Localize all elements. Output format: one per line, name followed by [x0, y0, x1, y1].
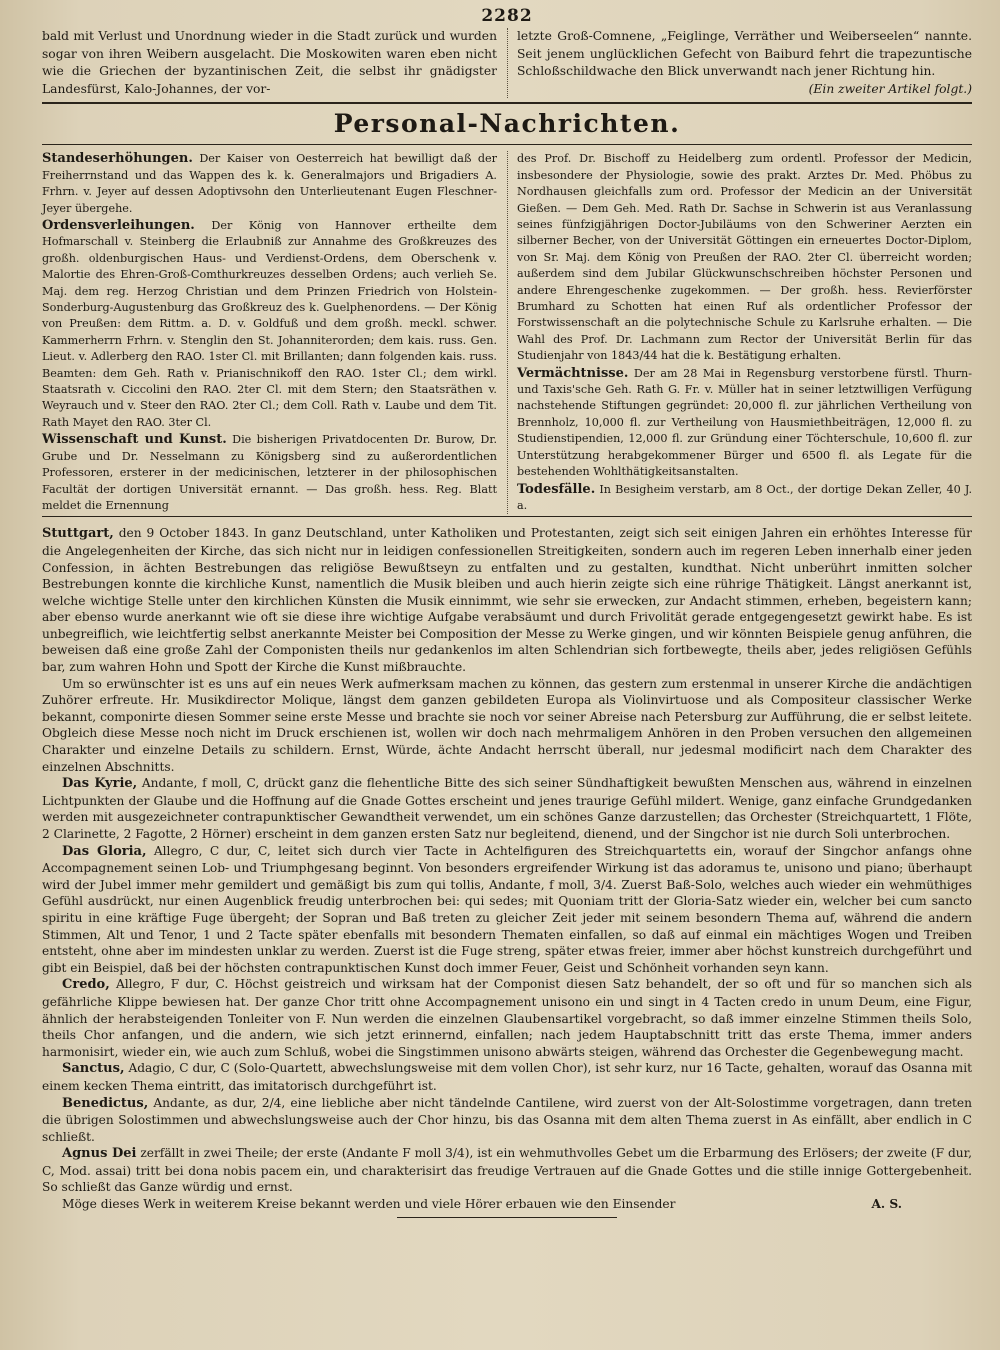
news-item — [517, 151, 972, 364]
news-item — [517, 482, 972, 515]
article-text: Andante, f moll, C, drückt ganz die flehentliche Bitte des sich seiner Sündhaftigkeit bewußten Menschen aus, während in einzelnen Lichtpunkten der Glaube und die Hoffnung auf die Gnade Gottes erscheint und jenes traurige Gefühl mildert. Wenige, ganz einfache Grundgedanken werden mit ausgezeichneter contrapunktischer Gewandtheit verwendet, um ein schönes Ganze darzustellen; das Orchester (Streichquartett, 1 Flöte, 2 Clarinette, 2 Fagotte, 2 Hörner) erscheint in dem ganzen ersten Satz nur begleitend, dienend, und der Singchor ist nie durch Soli unterbrochen. — [42, 776, 973, 841]
movement-heading: Das Gloria, — [62, 843, 147, 859]
article-paragraph — [42, 976, 972, 1060]
article-paragraph: Um so erwünschter ist es uns auf ein neues Werk aufmerksam machen zu können, das gestern zum erstenmal in unserer Kirche die andächtigen Zuhörer erfreute. Hr. Musikdirector Molique, längst dem ganzen gebildeten Europa als Violinvirtuose und als Compositeur classischer Werke bekannt, componirte diesen Sommer seine erste Messe und brachte sie noch vor seiner Abreise nach Petersburg zur Aufführung, die er selbst leitete. Obgleich diese Messe noch nicht im Druck erschienen ist, wollen wir doch nach mehrmaligem Anhören in den Proben versuchen den allgemeinen Charakter und einzelne Details zu schildern. Ernst, Würde, ächte Andacht herrscht überall, nur jedesmal modificirt nach dem Charakter des einzelnen Abschnitts. — [42, 676, 972, 774]
news-right-column — [517, 151, 972, 514]
article-rule — [42, 516, 972, 517]
article-text: Adagio, C dur, C (Solo-Quartett, abwechslungsweise mit dem vollen Chor), ist sehr kurz, nur 16 Tacte, gehalten, worauf das Osanna mit einem kecken Thema eintritt, das imitatorisch durchgeführt ist. — [42, 1061, 972, 1093]
article-paragraph — [42, 1095, 972, 1146]
signature: A. S. — [871, 1197, 902, 1212]
news-text: Die bisherigen Privatdocenten Dr. Burow, Dr. Grube und Dr. Nesselmann zu Königsberg sind zu außerordentlichen Professoren, ersterer in der medicinischen, letzterer in der philosophischen Facultät der dortigen Universität ernannt. — Das großh. hess. Reg. Blatt meldet die Ernennung — [42, 433, 497, 512]
article-paragraph — [42, 1060, 972, 1094]
news-lead: Standeserhöhungen. — [42, 151, 193, 167]
news-text: des Prof. Dr. Bischoff zu Heidelberg zum ordentl. Professor der Medicin, insbesondere der Physiologie, sowie des prakt. Arztes Dr. Med. Phöbus zu Nordhausen gleichfalls zum ord. Professor der Medicin an der Universität Gießen. — Dem Geh. Med. Rath Dr. Sachse in Schwerin ist aus Veranlassung seines fünfzigjährigen Doctor-Jubiläums von den Schweriner Aerzten ein silberner Becher, von der Universität Göttingen ein erneuertes Doctor-Diplom, von Sr. Maj. dem König von Preußen der RAO. 2ter Cl. überreicht worden; außerdem sind dem Jubilar Glückwunschschreiben höchster Personen und andere Ehrengeschenke zugekommen. — Der großh. hess. Revierförster Brumhard zu Schotten hat einen Ruf als ordentlicher Professor der Forstwissenschaft an die polytechnische Schule zu Karlsruhe erhalten. — Die Wahl des Prof. Dr. Lachmann zum Rector der Universität Berlin für das Studienjahr von 1843/44 hat die k. Bestätigung erhalten. — [517, 152, 972, 363]
page-number: 2282 — [481, 6, 533, 26]
top-right-column — [517, 28, 972, 98]
section-title-rule — [42, 144, 972, 145]
news-lead: Wissenschaft und Kunst. — [42, 432, 227, 448]
article-paragraph — [42, 525, 972, 675]
article-date: den 9 October 1843. — [118, 526, 249, 541]
article-text: zerfällt in zwei Theile; der erste (Andante F moll 3/4), ist ein wehmuthvolles Gebet um die Erbarmung des Erlösers; der zweite (F dur, C, Mod. assai) tritt bei dona nobis pacem ein, und charakterisirt das freudige Vertrauen auf die Gnade Gottes und die stille innige Gottergebenheit. So schließt das Ganze würdig und ernst. — [42, 1146, 973, 1195]
news-left-column — [42, 151, 497, 514]
article-body — [42, 525, 972, 1217]
news-item — [42, 432, 497, 514]
news-columns — [42, 151, 972, 514]
movement-heading: Das Kyrie, — [62, 776, 138, 792]
continued-note: (Ein zweiter Artikel folgt.) — [808, 81, 972, 96]
news-item — [42, 151, 497, 217]
end-rule — [397, 1217, 617, 1218]
closing-text: Möge dieses Werk in weiterem Kreise bekannt werden und viele Hörer erbauen wie den Einsender — [62, 1197, 676, 1212]
news-lead: Todesfälle. — [517, 481, 596, 497]
news-item — [42, 218, 497, 431]
top-columns — [42, 28, 972, 98]
news-text: Der Kaiser von Oesterreich hat bewilligt daß der Freiherrnstand und das Wappen des k. k. Generalmajors und Brigadiers A. Frhrn. v. Jeyer auf dessen Adoptivsohn den Unterlieutenant Eugen Fleschner-Jeyer übergehe. — [42, 152, 497, 215]
news-text: Der König von Hannover ertheilte dem Hofmarschall v. Steinberg die Erlaubniß zur Annahme des Großkreuzes des großh. oldenburgischen Haus- und Verdienst-Ordens, dem Oberschenk v. Malortie des Ehren-Groß-Comthurkreuzes desselben Ordens; auch verlieh Se. Maj. dem reg. Herzog Christian und dem Prinzen Friedrich von Holstein-Sonderburg-Augustenburg das Großkreuz des k. Guelphenordens. — Der König von Preußen: dem Rittm. a. D. v. Goldfuß und dem großh. meckl. schwer. Kammerherrn Frhrn. v. Stenglin den St. Johanniterorden; dem kais. russ. Gen. Lieut. v. Adlerberg den RAO. 1ster Cl. mit Brillanten; dann folgenden kais. russ. Beamten: dem Geh. Rath v. Prianischnikoff den RAO. 1ster Cl.; dem wirkl. Staatsrath v. Ciccolini den RAO. 2ter Cl. mit dem Stern; den Staatsräthen v. Weyrauch und v. Steer den RAO. 2ter Cl.; dem Coll. Rath v. Laube und dem Tit. Rath Mayet den RAO. 3ter Cl. — [42, 219, 497, 429]
top-left-column — [42, 28, 497, 98]
news-lead: Vermächtnisse. — [517, 365, 629, 381]
dateline: Stuttgart, — [42, 526, 114, 542]
article-text: Allegro, F dur, C. Höchst geistreich und wirksam hat der Componist diesen Satz behandelt, der so oft und für so manchen sich als gefährliche Klippe bewiesen hat. Der ganze Chor tritt ohne Accompagnement unisono ein und singt in 4 Tacten credo in unum Deum, eine Figur, ähnlich der herabsteigenden Tonleiter von F. Nun werden die einzelnen Glaubensartikel vorgebracht, so daß immer einzelne Stimmen theils Solo, theils Chor anfangen, und die andern, wie sich jetzt erinnernd, einfallen; nach jedem Hauptabschnitt tritt das erste Thema, immer anders harmonisirt, wieder ein, wie auch zum Schluß, wobei die Singstimmen unisono abwärts steigen, während das Orchester die Gegenbewegung macht. — [42, 977, 973, 1059]
column-divider — [507, 28, 508, 98]
news-item — [517, 366, 972, 481]
article-paragraph — [42, 1145, 972, 1196]
article-paragraph — [42, 775, 972, 842]
article-closing — [42, 1196, 972, 1213]
section-title: Personal-Nachrichten. — [333, 109, 681, 139]
article-text: Andante, as dur, 2/4, eine liebliche aber nicht tändelnde Cantilene, wird zuerst von der Alt-Solostimme vorgetragen, dann treten die übrigen Solostimmen und abwechslungsweise auch der Chor hinzu, bis das Osanna mit dem alten Thema zuerst in As einfällt, aber endlich in C schließt. — [42, 1095, 972, 1144]
movement-heading: Sanctus, — [62, 1061, 125, 1077]
movement-heading: Credo, — [62, 977, 110, 993]
news-text: In Besigheim verstarb, am 8 Oct., der dortige Dekan Zeller, 40 J. a. — [517, 482, 972, 512]
article-text: In ganz Deutschland, unter Katholiken und Protestanten, zeigt sich seit einigen Jahren ein erhöhtes Interesse für die Angelegenheiten der Kirche, das sich nicht nur in leidigen confessionellen Streitigkeiten, sondern auch im regeren Leben innerhalb einer jeden Confession, in ächten Bestrebungen das religiöse Bewußtseyn zu entfalten und zu gestalten, kundthat. Nicht unberührt inmitten solcher Bestrebungen konnte die kirchliche Kunst, namentlich die Musik bleiben und auch hierin zeigte sich eine rührige Thätigkeit. Längst anerkannt ist, welche wichtige Stelle unter den kirchlichen Künsten die Musik einnimmt, wie sehr sie erwecken, zur Andacht stimmen, erheben, begeistern kann; aber ebenso wurde anerkannt wie oft sie diese ihre wichtige Aufgabe verabsäumt und durch Frivolität gerade entgegengesetzt gewirkt habe. Es ist unbegreiflich, wie leichtfertig selbst anerkannte Meister bei Composition der Messe zu Werke gingen, und wir könnten Beispiele genug anführen, die beweisen daß eine große Zahl der Componisten theils nur gedankenlos im alten Schlendrian sich fortbewegte, theils aber, jedes religiösen Gefühls bar, zum wahren Hohn und Spott der Kirche die Kunst mißbrauchte. — [42, 526, 972, 675]
movement-heading: Agnus Dei — [62, 1146, 137, 1162]
top-right-text: letzte Groß-Comnene, „Feiglinge, Verräther und Weiberseelen“ nannte. Seit jenem unglücklichen Gefecht von Baiburd fehrt die trapezuntische Schloßschildwache den Blick unverwandt nach jener Richtung hin. — [517, 29, 972, 79]
news-text: Der am 28 Mai in Regensburg verstorbene fürstl. Thurn- und Taxis'sche Geh. Rath G. Fr. v. Müller hat in seiner letztwilligen Verfügung nachstehende Stiftungen gegründet: 20,000 fl. zur jährlichen Vertheilung von Brennholz, 10,000 fl. zur Vertheilung von Hausmiethbeiträgen, 12,000 fl. zu Studienstipendien, 12,000 fl. zur Gründung einer Töchterschule, 10,600 fl. zur Unterstützung herabgekommener Bürger und 6500 fl. als Legate für die bestehenden Wohlthätigkeitsanstalten. — [517, 366, 973, 479]
article-paragraph — [42, 843, 972, 977]
movement-heading: Benedictus, — [62, 1095, 149, 1111]
news-lead: Ordensverleihungen. — [42, 218, 195, 233]
column-divider — [507, 151, 508, 514]
top-left-text: bald mit Verlust und Unordnung wieder in die Stadt zurück und wurden sogar von ihren Weibern ausgelacht. Die Moskowiten waren eben nicht wie die Griechen der byzantinischen Zeit, die selbst ihr gnädigster Landesfürst, Kalo-Johannes, der vor- — [42, 29, 497, 96]
article-text: Allegro, C dur, C, leitet sich durch vier Tacte in Achtelfiguren des Streichquartetts ein, worauf der Singchor anfangs ohne Accompagnement seinen Lob- und Triumphgesang beginnt. Von besonders ergreifender Wirkung ist das adoramus te, unisono und piano; überhaupt wird der Jubel immer mehr gemildert und gemäßigt bis zum qui tollis, Andante, f moll, 3/4. Zuerst Baß-Solo, welches auch wieder ein wehmüthiges Gefühl ausdrückt, nur einen Augenblick freudig unterbrochen bei: qui sedes; mit Quoniam tritt der Gloria-Satz wieder ein, welcher bei cum sancto spiritu in eine kräftige Fuge übergeht; der Sopran und Baß treten zu gleicher Zeit jeder mit seinem besondern Thema auf, während die andern Stimmen, Alt und Tenor, 1 und 2 Tacte später ebenfalls mit besondern Thematen einfallen, so daß auf einmal ein mächtiges Wogen und Treiben entsteht, ohne aber im mindesten unklar zu werden. Zuerst ist die Fuge streng, später etwas freier, immer aber höchst kunstreich durchgeführt und gibt ein Beispiel, daß bei der höchsten contrapunktischen Kunst doch immer Feuer, Geist und Schönheit vorhanden seyn kann. — [42, 843, 972, 975]
